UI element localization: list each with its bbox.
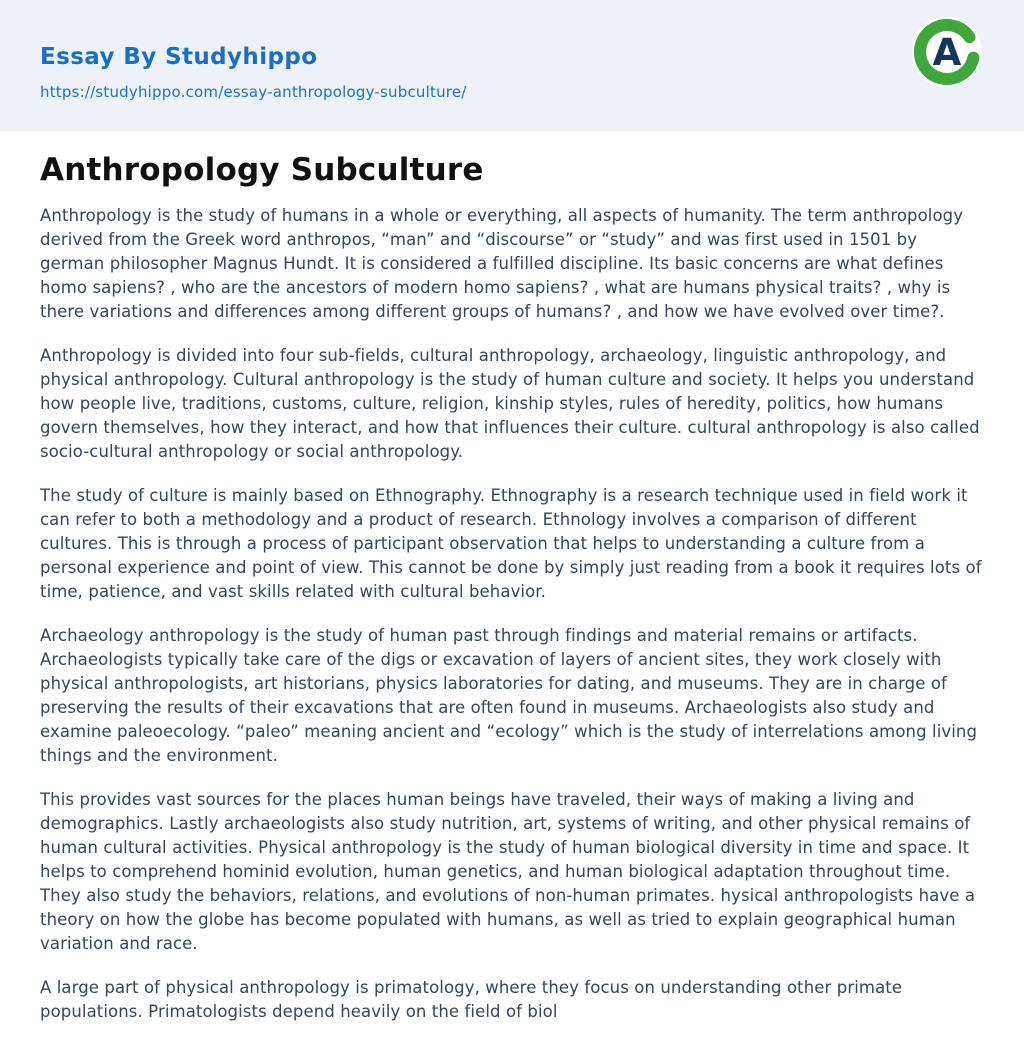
article-paragraph: Anthropology is the study of humans in a whole or everything, all aspects of humanity. The term anthropology derived from the Greek word anthropos, “man” and “discourse” or “study” and was first used in 1501 by german philosopher Magnus Hundt. It is considered a fulfilled discipline. Its basic concerns are what defines homo sapiens? , who are the ancestors of modern homo sapiens? , what are humans physical traits? , why is there variations and differences among different groups of humans? , and how we have evolved over time?. [40,206,964,321]
article-paragraph: The study of culture is mainly based on Ethnography. Ethnography is a research technique used in field work it can refer to both a methodology and a product of research. Ethnology involves a comparison of different cultures. This is through a process of participant observation that helps to understanding a culture from a personal experience and point of view. This cannot be done by simply just reading from a book it requires lots of time, patience, and vast skills related with cultural behavior. [40,486,982,601]
article-body [40,204,984,1024]
article-content [0,131,1024,1024]
studyhippo-logo[interactable] [909,14,985,90]
page-header [0,0,1024,131]
article-paragraph: Anthropology is divided into four sub-fields, cultural anthropology, archaeology, linguistic anthropology, and physical anthropology. Cultural anthropology is the study of human culture and society. It helps you understand how people live, traditions, customs, culture, religion, kinship styles, rules of heredity, politics, how humans govern themselves, how they interact, and how that influences their culture. cultural anthropology is also called socio-cultural anthropology or social anthropology. [40,346,980,461]
article-paragraph: Archaeology anthropology is the study of human past through findings and material remains or artifacts. Archaeologists typically take care of the digs or excavation of layers of ancient sites, they work closely with physical anthropologists, art historians, physics laboratories for dating, and museums. They are in charge of preserving the results of their excavations that are often found in museums. Archaeologists also study and examine paleoecology. “paleo” meaning ancient and “ecology” which is the study of interrelations among living things and the environment. [40,626,978,765]
article-paragraph: A large part of physical anthropology is primatology, where they focus on understanding other primate populations. Primatologists depend heavily on the field of biol [40,978,903,1021]
article-paragraph: This provides vast sources for the places human beings have traveled, their ways of making a living and demographics. Lastly archaeologists also study nutrition, art, systems of writing, and other physical remains of human cultural activities. Physical anthropology is the study of human biological diversity in time and space. It helps to comprehend hominid evolution, human genetics, and human biological adaptation throughout time. They also study the behaviors, relations, and evolutions of non-human primates. hysical anthropologists have a theory on how the globe has become populated with humans, as well as tried to explain geographical human variation and race. [40,790,976,953]
article-title: Anthropology Subculture [40,152,484,188]
logo-a-letter: A [932,31,962,74]
site-title: Essay By Studyhippo [40,44,318,70]
article-url-link[interactable]: https://studyhippo.com/essay-anthropology-subculture/ [40,83,467,101]
